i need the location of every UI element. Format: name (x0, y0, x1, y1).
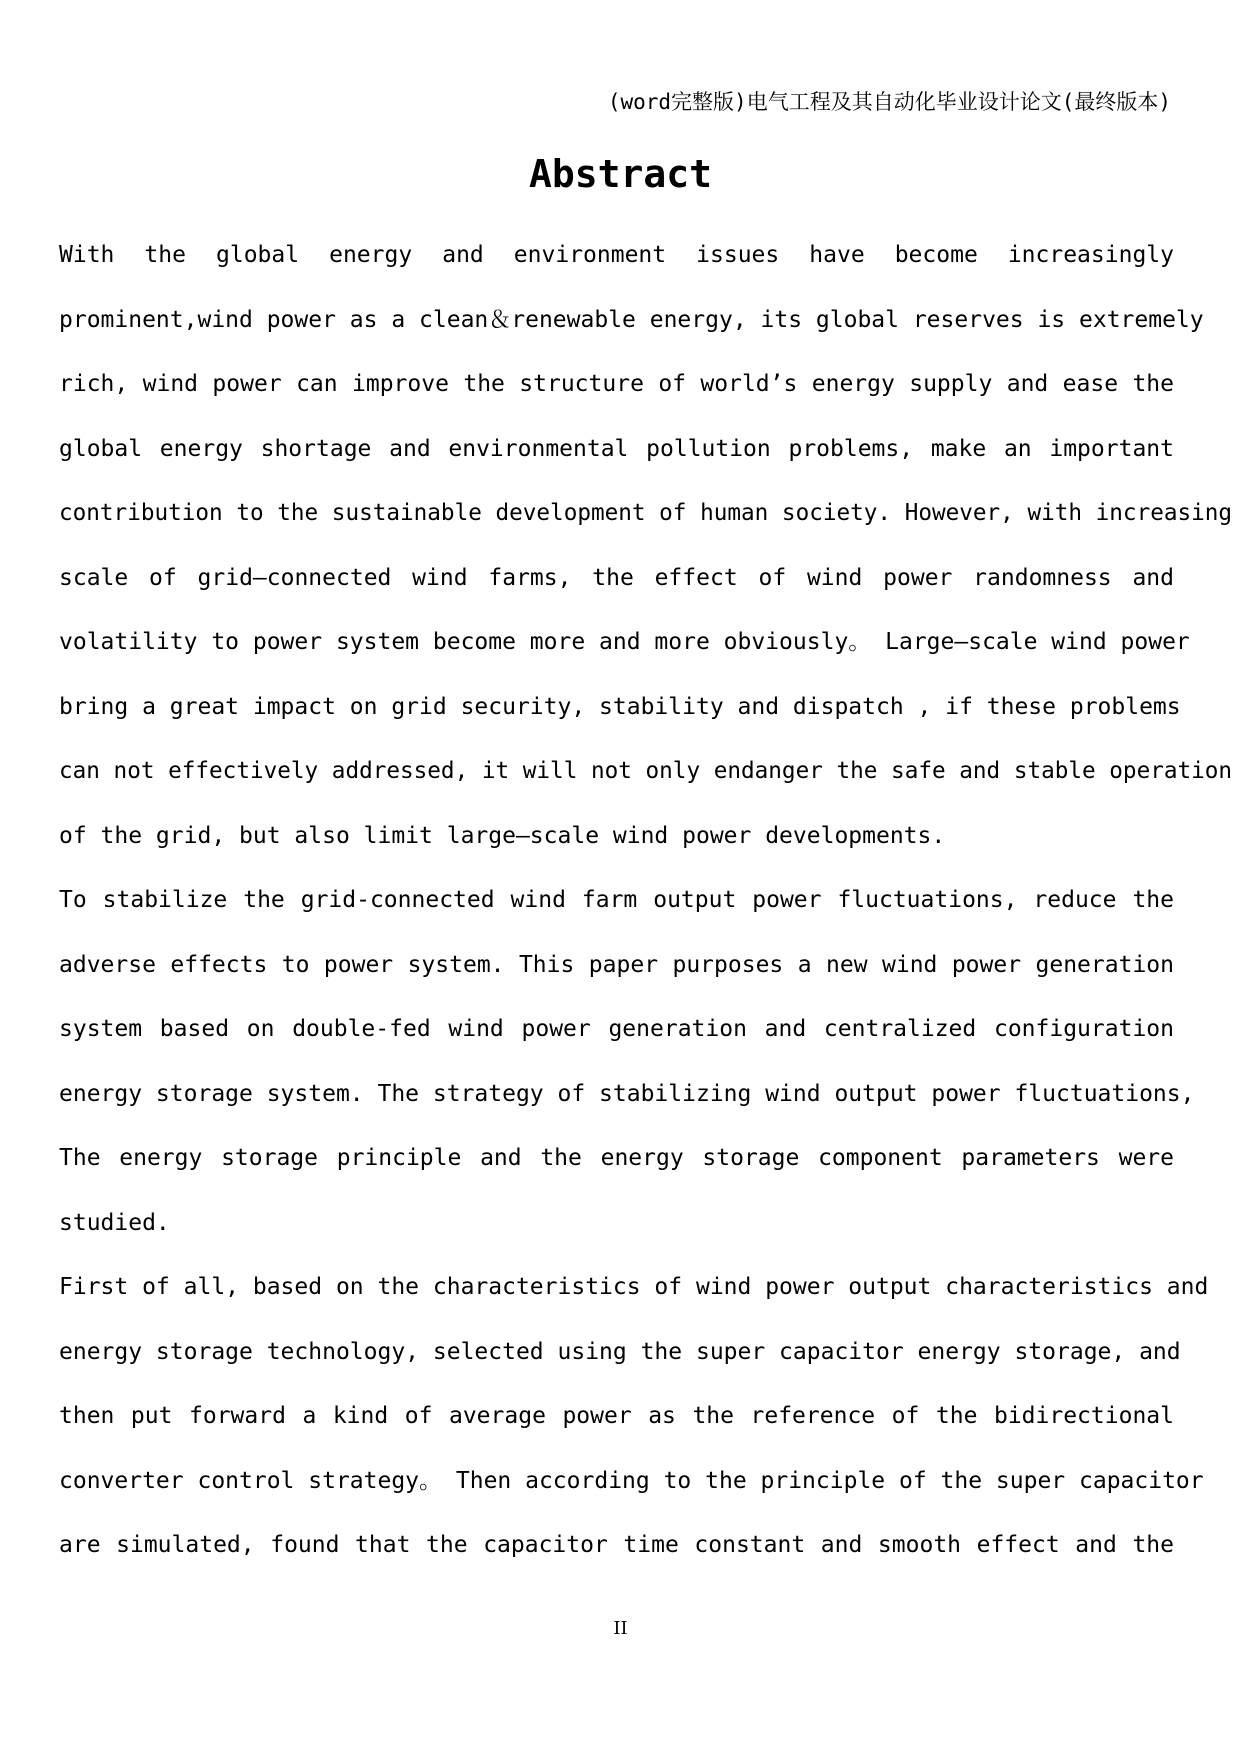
body-line: First of all, based on the characteristics of wind power output characteristics and (59, 1274, 1209, 1300)
body-line: The energy storage principle and the energy storage component parameters were (59, 1145, 1174, 1171)
body-line: To stabilize the grid-connected wind farm output power fluctuations, reduce the (59, 887, 1174, 913)
body-line: converter control strategy。 Then according to the principle of the super capacitor (59, 1467, 1204, 1494)
body-line: volatility to power system become more and more obviously。 Large—scale wind power (59, 629, 1190, 655)
running-header: (word完整版)电气工程及其自动化毕业设计论文(最终版本) (607, 90, 1171, 114)
body-line: bring a great impact on grid security, stability and dispatch , if these problems (59, 693, 1181, 720)
body-line: energy storage system. The strategy of stabilizing wind output power fluctuations, (59, 1080, 1195, 1107)
body-line: prominent,wind power as a clean＆renewable energy, its global reserves is extremely (59, 306, 1204, 333)
body-line: scale of grid—connected wind farms, the effect of wind power randomness and (59, 564, 1174, 591)
body-line: With the global energy and environment issues have become increasingly (59, 242, 1174, 268)
body-line: system based on double-fed wind power generation and centralized configuration (59, 1016, 1174, 1042)
body-line: of the grid, but also limit large—scale wind power developments. (59, 822, 946, 849)
page-number: II (613, 1618, 628, 1639)
body-line: contribution to the sustainable development of human society. However, with increasing (59, 500, 1233, 526)
body-line: global energy shortage and environmental pollution problems, make an important (59, 435, 1174, 462)
body-line: adverse effects to power system. This paper purposes a new wind power generation (59, 951, 1174, 978)
body-line: studied. (59, 1209, 170, 1236)
body-line: are simulated, found that the capacitor time constant and smooth effect and the (59, 1532, 1174, 1558)
body-line: then put forward a kind of average power as the reference of the bidirectional (59, 1403, 1174, 1429)
body-line: energy storage technology, selected using the super capacitor energy storage, and (59, 1338, 1181, 1365)
body-line: can not effectively addressed, it will not only endanger the safe and stable operation (59, 758, 1233, 784)
page-title: Abstract (528, 152, 713, 196)
body-line: rich, wind power can improve the structure of world’s energy supply and ease the (59, 371, 1174, 397)
abstract-body (59, 235, 1233, 1590)
